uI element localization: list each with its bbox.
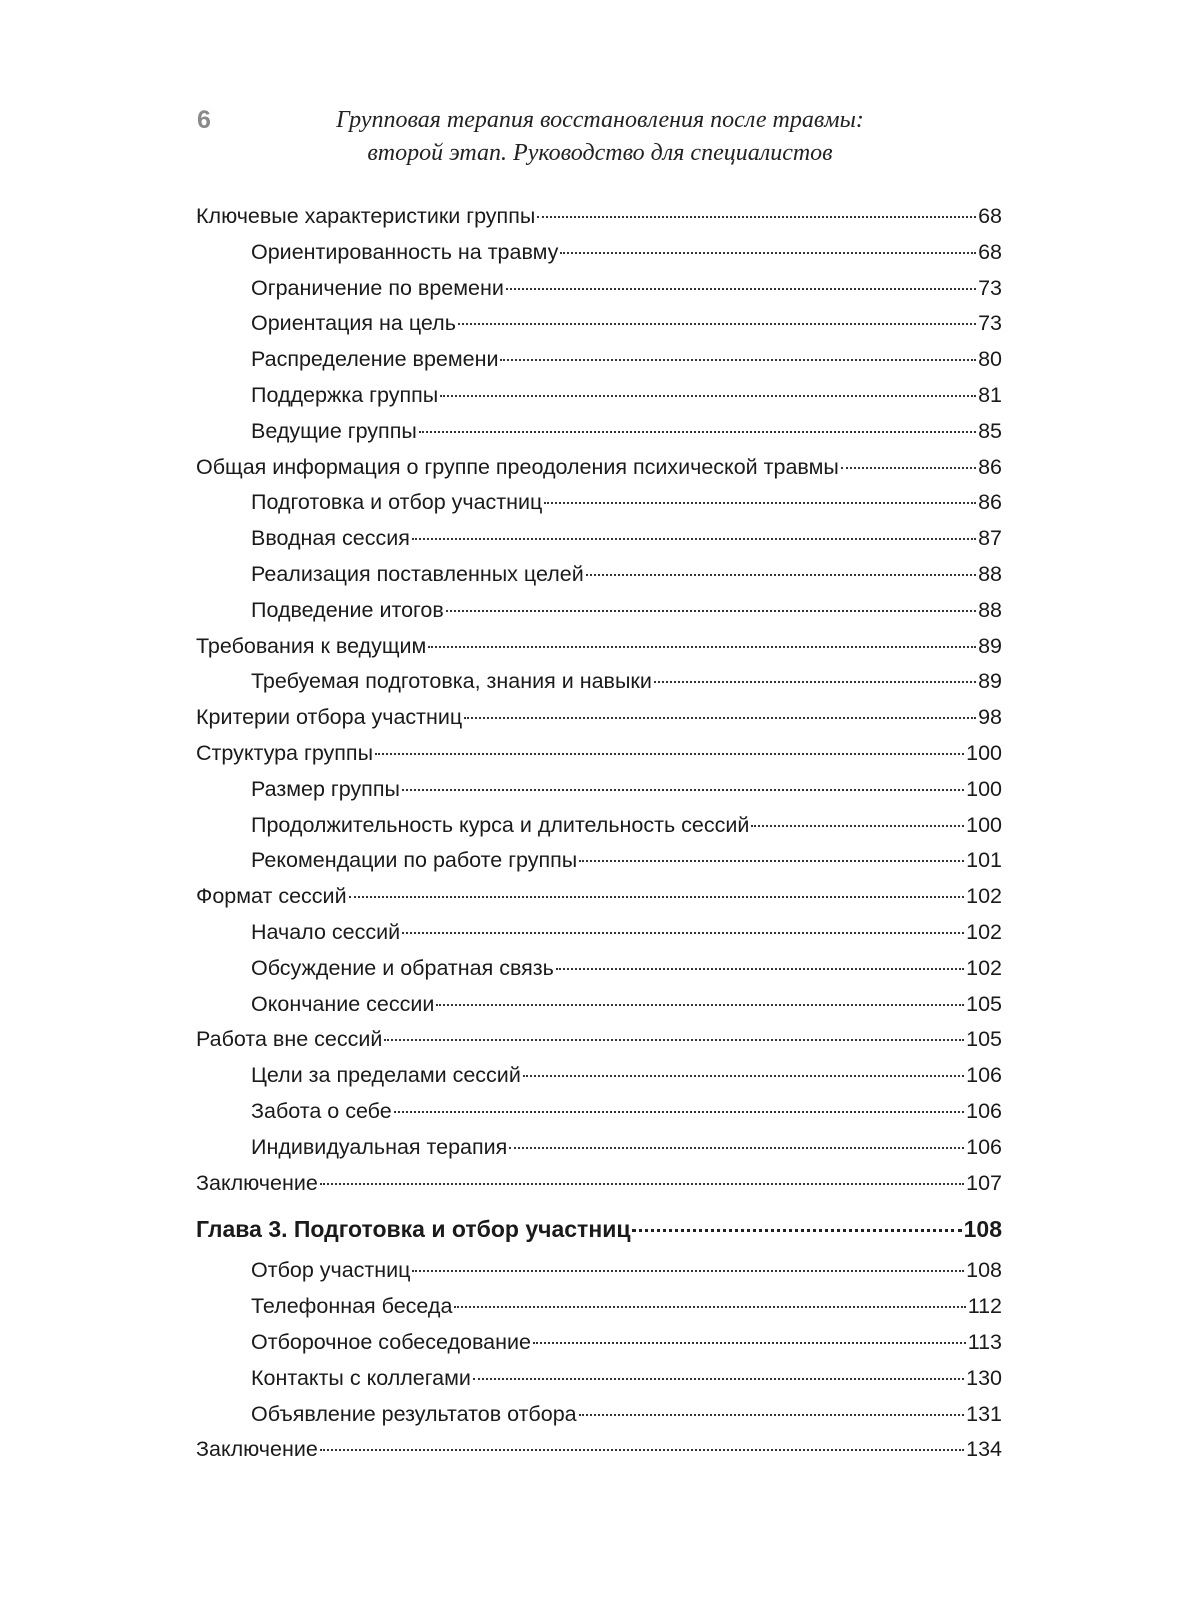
toc-entry-title: Ограничение по времени	[251, 275, 504, 300]
toc-dot-leader	[446, 610, 976, 612]
toc-dot-leader	[454, 1306, 965, 1308]
toc-entry-page: 73	[978, 275, 1002, 300]
toc-dot-leader	[500, 359, 976, 361]
toc-entry-page: 112	[967, 1294, 1002, 1319]
toc-dot-leader	[579, 860, 964, 862]
toc-entry-page: 101	[966, 848, 1002, 873]
toc-entry	[196, 1099, 1002, 1135]
toc-entry	[196, 669, 1002, 705]
toc-dot-leader	[841, 467, 976, 469]
toc-entry	[196, 311, 1002, 347]
toc-entry	[196, 741, 1002, 777]
toc-entry	[196, 419, 1002, 455]
toc-entry-title: Формат сессий	[196, 884, 347, 909]
toc-entry	[196, 777, 1002, 813]
toc-entry-title: Требуемая подготовка, знания и навыки	[251, 669, 652, 694]
toc-entry-page: 113	[967, 1329, 1002, 1354]
toc-entry-page: 100	[966, 740, 1002, 765]
toc-entry-page: 68	[978, 239, 1002, 264]
toc-entry-title: Подведение итогов	[251, 597, 444, 622]
toc-entry-page: 105	[966, 1027, 1002, 1052]
toc-entry-title: Ключевые характеристики группы	[196, 204, 536, 228]
toc-entry-page: 88	[978, 597, 1002, 622]
toc-entry-page: 107	[966, 1170, 1002, 1195]
toc-dot-leader	[533, 1342, 966, 1344]
toc-entry	[196, 204, 1002, 240]
toc-entry	[196, 455, 1002, 491]
toc-entry-title: Рекомендации по работе группы	[251, 848, 578, 873]
toc-entry-title: Заключение	[196, 1437, 318, 1462]
toc-entry-page: 100	[966, 776, 1002, 801]
toc-entry-title: Ориентированность на травму	[251, 239, 559, 264]
toc-entry-title: Контакты с коллегами	[251, 1365, 471, 1390]
toc-entry-title: Телефонная беседа	[251, 1294, 453, 1319]
toc-dot-leader	[436, 1004, 964, 1006]
toc-entry-title: Ведущие группы	[251, 418, 417, 443]
toc-entry-title: Глава 3. Подготовка и отбор участниц	[196, 1216, 631, 1243]
running-head	[270, 104, 930, 170]
toc-entry-title: Распределение времени	[251, 347, 499, 372]
toc-entry-title: Продолжительность курса и длительность сессий	[251, 812, 750, 837]
toc-entry	[196, 1402, 1002, 1438]
toc-entry	[196, 1063, 1002, 1099]
toc-entry-page: 98	[978, 705, 1002, 730]
running-head-line-2: второй этап. Руководство для специалистов	[367, 140, 833, 166]
toc-entry-title: Работа вне сессий	[196, 1027, 383, 1052]
toc-dot-leader	[440, 395, 976, 397]
toc-dot-leader	[509, 1147, 964, 1149]
toc-entry-title: Критерии отбора участниц	[196, 705, 463, 730]
toc-entry	[196, 276, 1002, 312]
toc-dot-leader	[560, 252, 976, 254]
toc-dot-leader	[537, 216, 976, 218]
toc-dot-leader	[464, 717, 976, 719]
toc-entry	[196, 347, 1002, 383]
toc-entry	[196, 1258, 1002, 1294]
toc-dot-leader	[556, 968, 964, 970]
toc-entry-title: Отбор участниц	[251, 1258, 411, 1283]
toc-entry	[196, 1294, 1002, 1330]
toc-dot-leader	[458, 323, 976, 325]
table-of-contents	[196, 204, 1002, 1473]
toc-entry	[196, 598, 1002, 634]
toc-entry-page: 81	[978, 382, 1002, 407]
toc-entry-page: 108	[963, 1216, 1002, 1243]
toc-entry	[196, 634, 1002, 670]
toc-entry	[196, 1366, 1002, 1402]
toc-entry-page: 105	[966, 991, 1002, 1016]
toc-entry-page: 88	[978, 561, 1002, 586]
toc-dot-leader	[632, 1229, 961, 1232]
toc-dot-leader	[579, 1414, 965, 1416]
toc-entry-title: Заключение	[196, 1170, 318, 1195]
toc-entry-title: Индивидуальная терапия	[251, 1134, 508, 1159]
toc-entry-page: 106	[966, 1063, 1002, 1088]
running-head-line-1: Групповая терапия восстановления после травмы:	[336, 107, 864, 133]
toc-dot-leader	[384, 1039, 964, 1041]
toc-entry	[196, 1135, 1002, 1171]
toc-entry	[196, 526, 1002, 562]
toc-entry-page: 131	[966, 1401, 1002, 1426]
toc-entry-page: 86	[978, 454, 1002, 479]
toc-entry-title: Цели за пределами сессий	[251, 1063, 521, 1088]
toc-dot-leader	[349, 896, 965, 898]
toc-dot-leader	[654, 681, 976, 683]
toc-dot-leader	[473, 1378, 964, 1380]
toc-entry-page: 106	[966, 1134, 1002, 1159]
toc-entry-title: Вводная сессия	[251, 526, 410, 551]
toc-entry-page: 102	[966, 884, 1002, 909]
toc-entry-title: Структура группы	[196, 740, 374, 765]
toc-dot-leader	[523, 1075, 964, 1077]
toc-dot-leader	[419, 431, 976, 433]
toc-entry	[196, 884, 1002, 920]
toc-entry	[196, 992, 1002, 1028]
toc-entry	[196, 920, 1002, 956]
toc-entry-title: Подготовка и отбор участниц	[251, 490, 543, 515]
toc-dot-leader	[751, 825, 964, 827]
toc-dot-leader	[402, 932, 964, 934]
toc-entry-page: 86	[978, 490, 1002, 515]
toc-entry-title: Размер группы	[251, 776, 400, 801]
toc-entry	[196, 813, 1002, 849]
toc-dot-leader	[320, 1183, 964, 1185]
toc-dot-leader	[544, 502, 976, 504]
toc-entry-title: Общая информация о группе преодоления психической травмы	[196, 454, 839, 479]
toc-dot-leader	[412, 538, 976, 540]
toc-dot-leader	[428, 646, 976, 648]
page-number: 6	[197, 106, 211, 134]
toc-entry	[196, 240, 1002, 276]
toc-entry-page: 102	[966, 919, 1002, 944]
toc-entry-page: 134	[966, 1437, 1002, 1462]
toc-entry-page: 89	[978, 633, 1002, 658]
toc-entry-title: Забота о себе	[251, 1098, 392, 1123]
toc-entry	[196, 490, 1002, 526]
toc-entry-title: Окончание сессии	[251, 991, 435, 1016]
toc-entry-page: 102	[966, 955, 1002, 980]
toc-entry	[196, 383, 1002, 419]
toc-entry-title: Отборочное собеседование	[251, 1329, 531, 1354]
toc-chapter-heading	[196, 1214, 1002, 1258]
toc-entry-title: Поддержка группы	[251, 382, 439, 407]
toc-entry-title: Обсуждение и обратная связь	[251, 955, 554, 980]
toc-dot-leader	[320, 1449, 964, 1451]
toc-entry	[196, 562, 1002, 598]
toc-dot-leader	[375, 753, 964, 755]
toc-entry-page: 87	[978, 526, 1002, 551]
toc-entry-page: 130	[966, 1365, 1002, 1390]
toc-entry-title: Объявление результатов отбора	[251, 1401, 577, 1426]
toc-entry	[196, 1027, 1002, 1063]
toc-entry-title: Требования к ведущим	[196, 633, 427, 658]
toc-dot-leader	[506, 288, 976, 290]
toc-dot-leader	[402, 789, 964, 791]
toc-entry	[196, 1171, 1002, 1207]
toc-entry-page: 100	[966, 812, 1002, 837]
toc-entry-title: Реализация поставленных целей	[251, 561, 584, 586]
toc-dot-leader	[394, 1111, 964, 1113]
toc-dot-leader	[412, 1270, 964, 1272]
toc-entry-page: 89	[978, 669, 1002, 694]
toc-entry-title: Ориентация на цель	[251, 311, 456, 336]
toc-dot-leader	[586, 574, 976, 576]
toc-entry	[196, 956, 1002, 992]
toc-entry-title: Начало сессий	[251, 919, 401, 944]
toc-entry-page: 85	[978, 418, 1002, 443]
toc-entry-page: 106	[966, 1098, 1002, 1123]
toc-entry-page: 80	[978, 347, 1002, 372]
toc-entry-page: 68	[978, 204, 1002, 228]
toc-entry	[196, 848, 1002, 884]
toc-entry-page: 108	[966, 1258, 1002, 1283]
toc-entry	[196, 1437, 1002, 1473]
toc-entry-page: 73	[978, 311, 1002, 336]
toc-entry	[196, 1330, 1002, 1366]
toc-entry	[196, 705, 1002, 741]
